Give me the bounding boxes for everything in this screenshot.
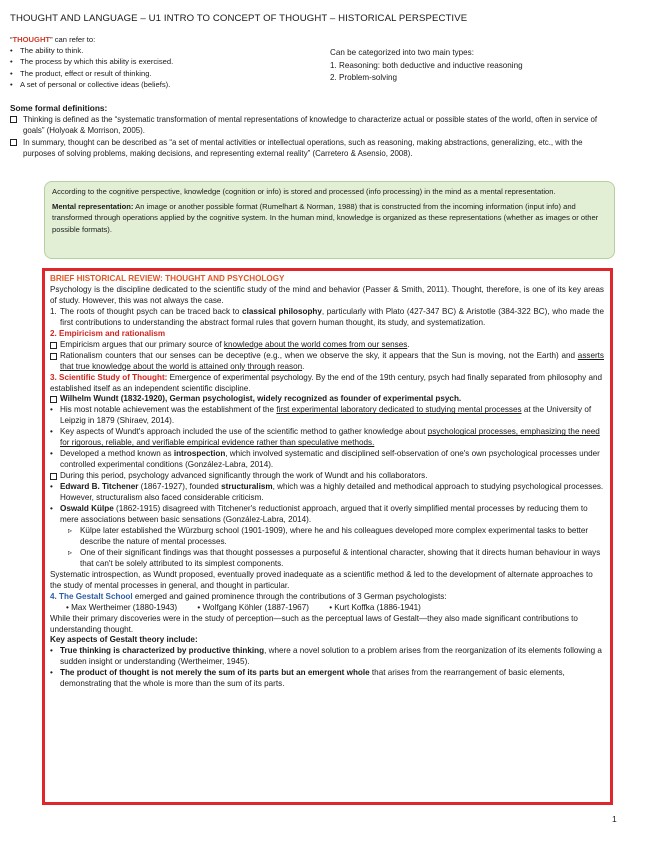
gestalt-item: 4. The Gestalt School emerged and gained prominence through the contributions of 3 German psychologists: bbox=[50, 591, 447, 601]
list-item: ▹ Külpe later established the Würzburg school (1901-1909), where he and his colleagues developed more complex experimental tasks to better describe the nature of mental processes. bbox=[50, 526, 604, 548]
psychologist-name: • Wolfgang Köhler (1887-1967) bbox=[197, 602, 309, 612]
list-item: • The product of thought is not merely the sum of its parts but an emergent whole that arises from the rearrangement of basic elements, demonstrating that the whole is more than the sum of its parts. bbox=[50, 668, 604, 690]
thought-term: THOUGHT bbox=[12, 35, 51, 44]
list-item: • The product, effect or result of thinking. bbox=[10, 68, 330, 79]
period-item: During this period, psychology advanced significantly through the work of Wundt and his collaborators. bbox=[50, 471, 604, 482]
list-item: • The process by which this ability is exercised. bbox=[10, 56, 330, 67]
checkbox-icon bbox=[10, 139, 17, 146]
section-heading: BRIEF HISTORICAL REVIEW: THOUGHT AND PSYCHOLOGY bbox=[50, 274, 285, 283]
scientific-study-item: 3. Scientific Study of Thought: Emergence of experimental psychology. By the end of the 19th century, psych had finally separated from philosophy and established itself as an independent scientific discipline. bbox=[50, 372, 602, 393]
list-item: 2. Problem-solving bbox=[330, 73, 398, 83]
thought-bullet-list bbox=[10, 45, 330, 90]
checkbox-icon bbox=[50, 342, 57, 349]
definitions-title: Some formal definitions: bbox=[10, 103, 108, 113]
thought-categories bbox=[330, 47, 640, 85]
checkbox-icon bbox=[50, 353, 57, 360]
checkbox-icon bbox=[50, 473, 57, 480]
list-item: • The ability to think. bbox=[10, 45, 330, 56]
classical-philosophy-item: 1. The roots of thought psych can be traced back to classical philosophy, particularly with Plato (427-347 BC) & Aristotle (384-322 BC), who made the first contributions to understanding the abstract formal rules that govern human thought, its study, and systematization. bbox=[50, 306, 604, 327]
definitions-list bbox=[10, 114, 615, 160]
gestalt-key-aspects: Key aspects of Gestalt theory include: bbox=[50, 635, 198, 645]
wundt-item: Wilhelm Wundt (1832-1920), German psychologist, widely recognized as founder of experimental psych. bbox=[50, 394, 604, 405]
cognitive-perspective-text: According to the cognitive perspective, knowledge (cognition or info) is stored and processed (info processing) in the mind as a mental representation. bbox=[52, 187, 556, 196]
cognitive-perspective-box bbox=[44, 181, 615, 259]
mental-representation-text: Mental representation: An image or another possible format (Rumelhart & Norman, 1988) that is constructed from the incoming information (input info) and transformed through operations applied by the cognitive system. In the human mind, knowledge is organized as these representations (whether as images or other possible formats). bbox=[52, 202, 599, 234]
list-item: ▹ One of their significant findings was that thought possesses a purposeful & intentional character, showing that it directs human behaviour in ways that can't be solely attributed to its simplest components. bbox=[50, 548, 604, 570]
thought-lead: “THOUGHT” can refer to: bbox=[10, 35, 96, 44]
psychologist-name: • Kurt Koffka (1886-1941) bbox=[329, 602, 421, 612]
historical-review-box bbox=[42, 268, 613, 805]
empiricism-heading: 2. Empiricism and rationalism bbox=[50, 328, 166, 338]
checkbox-icon bbox=[10, 116, 17, 123]
list-item: • True thinking is characterized by productive thinking, where a novel solution to a problem arises from the reorganization of its elements following a sudden insight or understanding (Wertheimer, 1945). bbox=[50, 646, 604, 668]
list-item: • Key aspects of Wundt's approach included the use of the scientific method to gather knowledge about psychological processes, emphasizing the need for rigorous, reliable, and verifiable empirical evidence rather than speculative methods. bbox=[50, 427, 604, 449]
titchener-item: • Edward B. Titchener (1867-1927), founded structuralism, which was a highly detailed and methodical approach to studying psychological processes. However, structuralism also faced considerable criticism. bbox=[50, 482, 604, 504]
categories-list bbox=[330, 60, 640, 85]
definition-item: In summary, thought can be described as “a set of mental activities or intellectual operations, such as reasoning, making abstractions, generalizing, etc., with the purposes of solving problems, making decisions, and representing external reality” (Carretero & Asensio, 2008). bbox=[10, 137, 615, 160]
kulpe-item: • Oswald Külpe (1862-1915) disagreed with Titchener's reductionist approach, argued that it overly simplified mental processes by reducing them to mere associations between basic sensations (González-Labra, 2014). bbox=[50, 504, 604, 526]
page-title: THOUGHT AND LANGUAGE – U1 INTRO TO CONCEPT OF THOUGHT – HISTORICAL PERSPECTIVE bbox=[10, 13, 468, 24]
categories-lead: Can be categorized into two main types: bbox=[330, 48, 474, 57]
page-number: 1 bbox=[612, 814, 617, 824]
list-item: 1. Reasoning: both deductive and inductive reasoning bbox=[330, 60, 523, 70]
empiricism-item: Empiricism argues that our primary source of knowledge about the world comes from our senses. bbox=[50, 340, 604, 351]
thought-intro bbox=[10, 34, 330, 90]
definition-item: Thinking is defined as the “systematic transformation of mental representations of knowledge to characterize actual or possible states of the world, often in service of goals” (Holyoak & Morrison, 2005). bbox=[10, 114, 615, 137]
list-item: • A set of personal or collective ideas (beliefs). bbox=[10, 79, 330, 90]
list-item: • Developed a method known as introspection, which involved systematic and disciplined self-observation of one's own psychological processes under controlled experimental conditions (González-Labra, 2014). bbox=[50, 449, 604, 471]
gestalt-psychologists bbox=[50, 603, 604, 614]
checkbox-icon bbox=[50, 396, 57, 403]
systematic-introspection-text: Systematic introspection, as Wundt proposed, eventually proved inadequate as a scientific method & led to the development of alternate approaches to the study of mental processes in general, and thought in particular. bbox=[50, 569, 593, 590]
gestalt-text: While their primary discoveries were in the study of perception—such as the perceptual laws of Gestalt—they also made significant contributions to understanding thought. bbox=[50, 613, 578, 634]
psychology-intro: Psychology is the discipline dedicated to the scientific study of the mind and behavior (Passer & Smith, 2011). Thought, therefore, is one of its key areas of study. However, this was not always the case. bbox=[50, 284, 604, 305]
psychologist-name: • Max Wertheimer (1880-1943) bbox=[66, 602, 178, 612]
rationalism-item: Rationalism counters that our senses can be deceptive (e.g., when we observe the sky, it appears that the Sun is moving, not the Earth) and asserts that true knowledge about the world is attained only through reason. bbox=[50, 351, 604, 373]
list-item: • His most notable achievement was the establishment of the first experimental laboratory dedicated to studying mental processes at the University of Leipzig in 1879 (Shiraev, 2014). bbox=[50, 405, 604, 427]
